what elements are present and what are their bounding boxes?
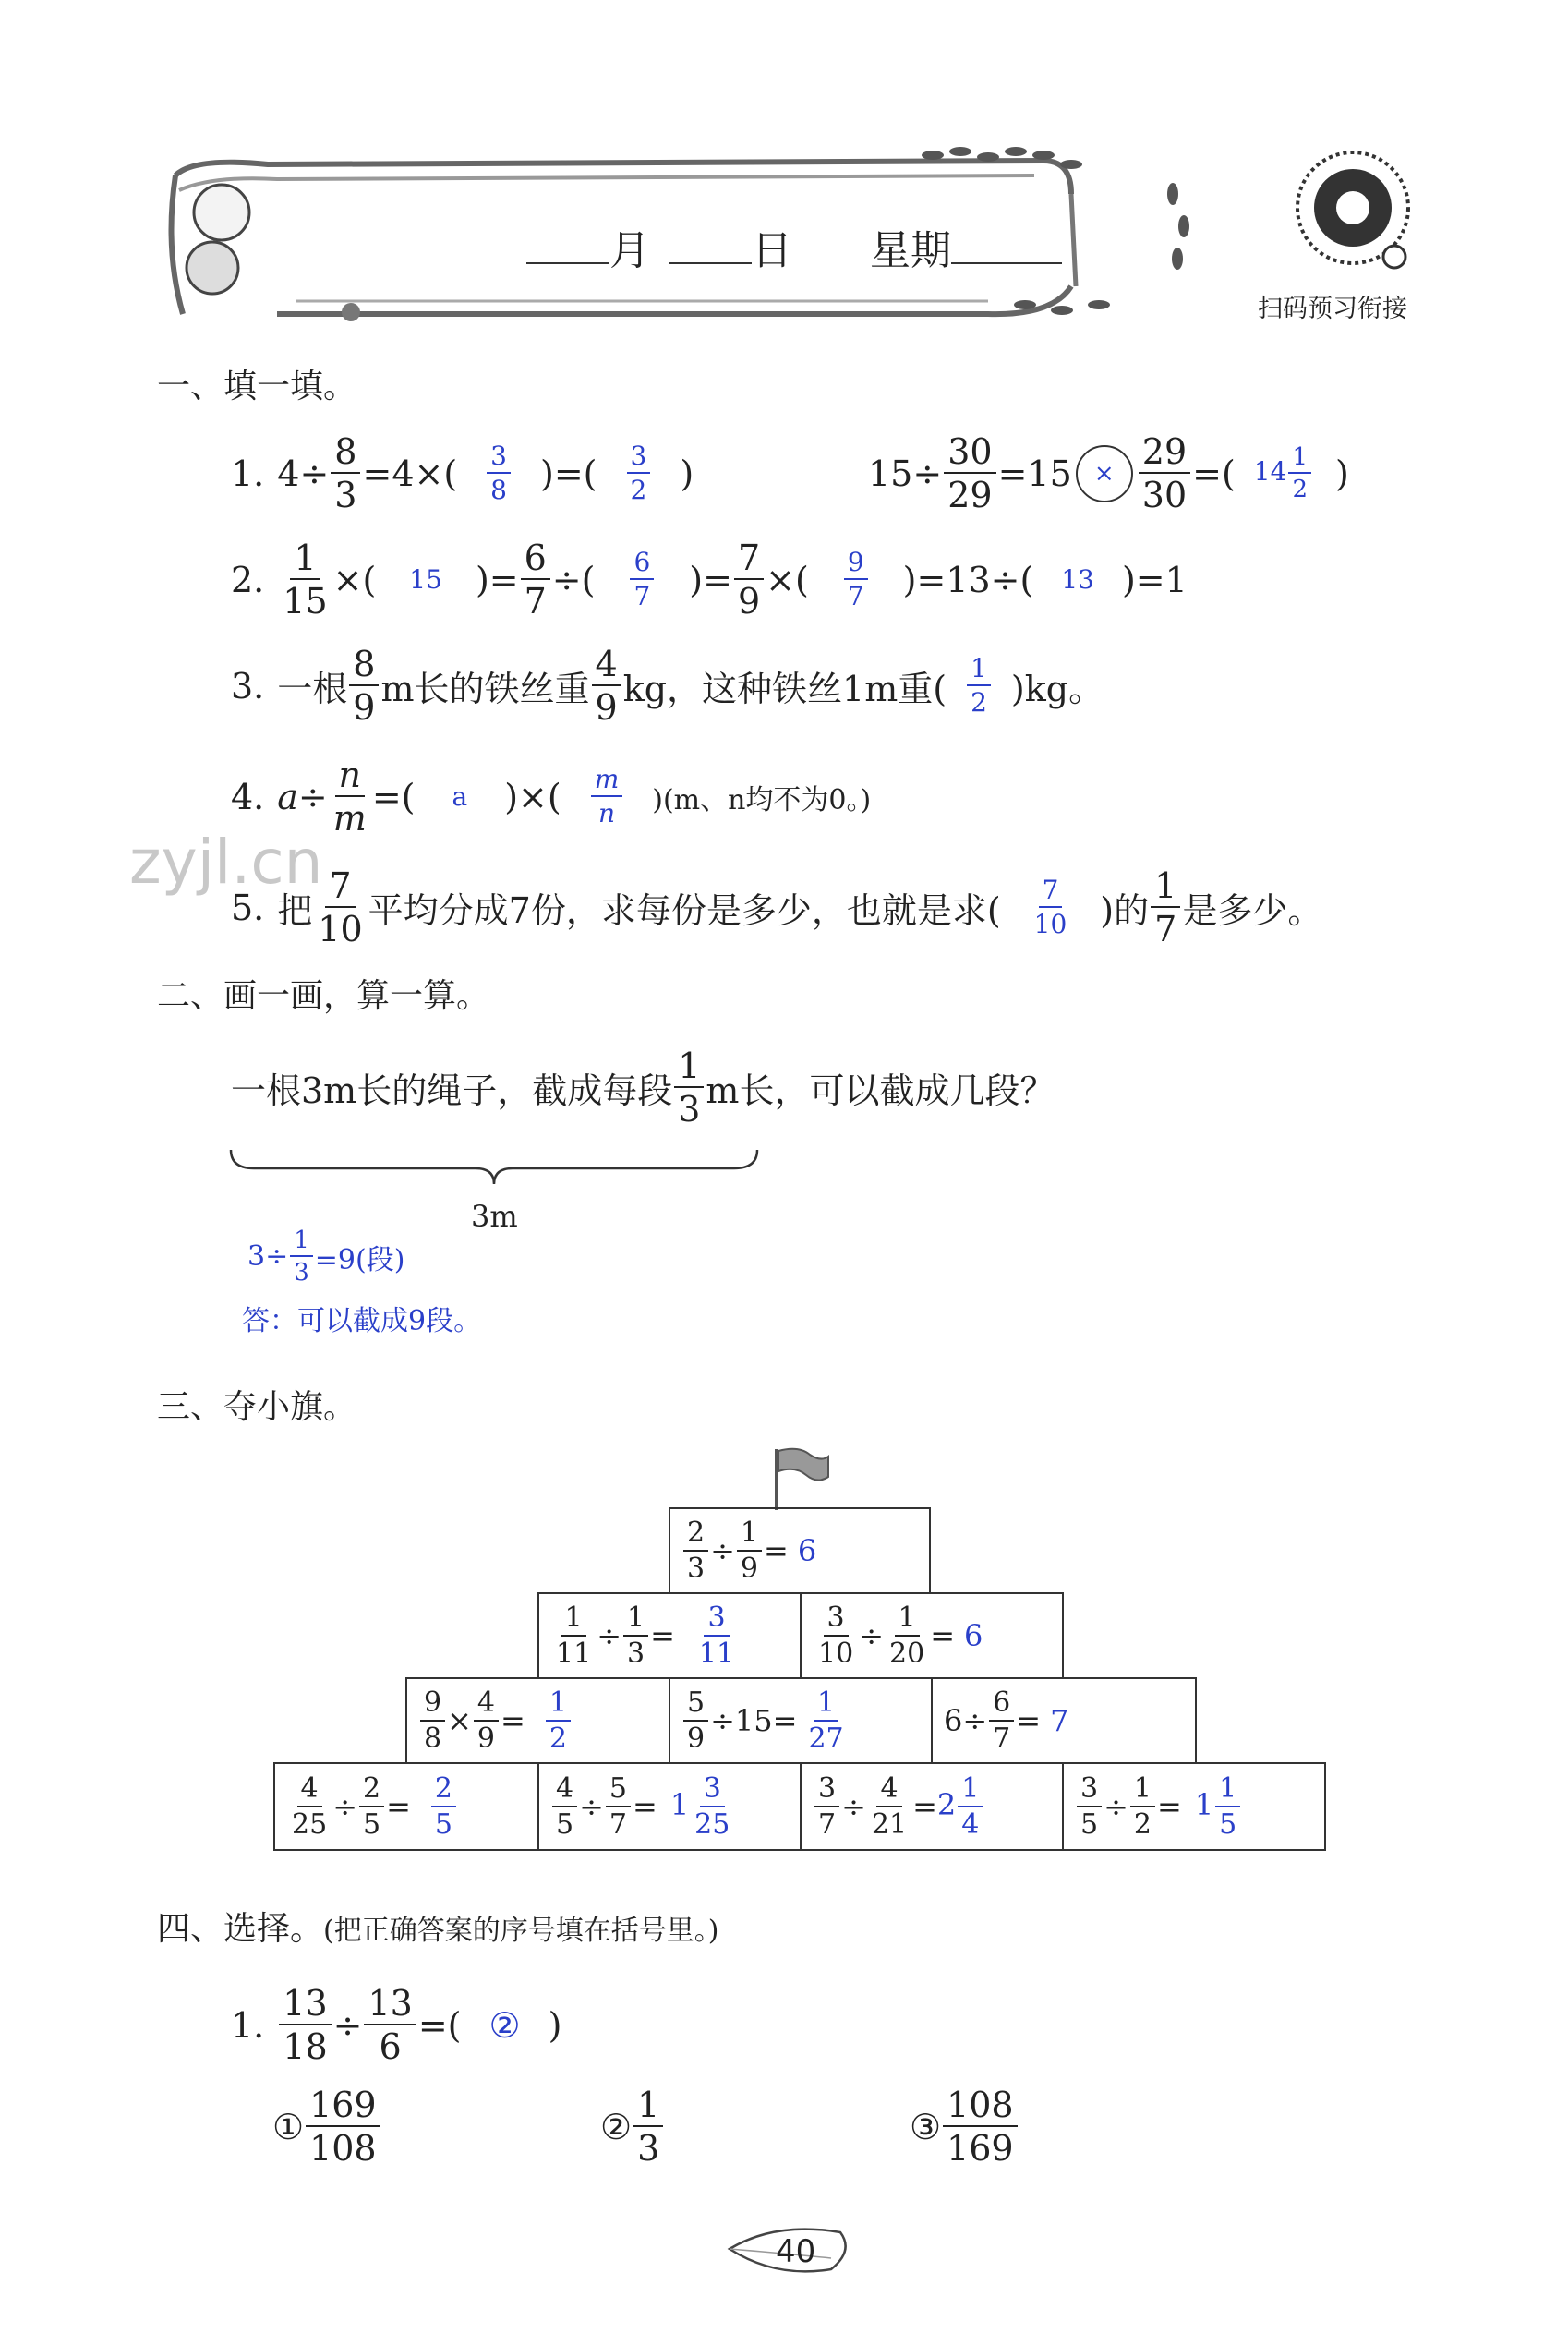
day-label: 日 (752, 227, 792, 274)
pyramid-cell: $\frac{9}{8}$ × $\frac{4}{9}$ = $\frac{1}{2}$ (405, 1677, 670, 1764)
weekday-blank[interactable] (951, 262, 1062, 264)
answer[interactable]: 13 (1061, 564, 1094, 595)
month-label: 月 (609, 227, 650, 274)
answer-mixed[interactable]: 1 $\frac{3}{25}$ (669, 1771, 730, 1841)
watermark: zyjl.cn (129, 827, 323, 898)
day-blank[interactable] (669, 262, 752, 264)
fraction: $\frac{8}{3}$ (331, 434, 360, 513)
question-1-5: 5. 把 $\frac{7}{10}$ 平均分成7份，求每份是多少，也就是求( $\frac{7}{10}$ )的 $\frac{1}{7}$ 是多少。 (231, 865, 1323, 949)
answer[interactable]: 6 (797, 1533, 817, 1568)
pyramid-cell: $\frac{4}{5}$ ÷ $\frac{5}{7}$ = 1 $\frac{3}{25}$ (537, 1762, 802, 1851)
section-1-title: 一、填一填。 (157, 368, 357, 405)
q-label: 1. (231, 453, 265, 494)
answer[interactable]: 7 (1050, 1703, 1069, 1738)
section-2-title: 二、画一画，算一算。 (157, 977, 490, 1015)
header-banner (157, 139, 1210, 332)
answer-fraction[interactable]: $\frac{3}{2}$ (627, 443, 651, 503)
section-4-note: (把正确答案的序号填在括号里。) (323, 1915, 719, 1947)
page-number: 40 (776, 2233, 816, 2270)
answer-mixed[interactable]: 14 $\frac{1}{2}$ (1254, 445, 1313, 502)
qr-code[interactable] (1284, 139, 1422, 277)
pyramid-cell: $\frac{1}{11}$ ÷ $\frac{1}{3}$ = $\frac{3}{11}$ (537, 1592, 802, 1679)
flag-icon (771, 1445, 836, 1510)
qr-caption: 扫码预习衔接 (1258, 295, 1407, 323)
pyramid-cell: $\frac{4}{25}$ ÷ $\frac{2}{5}$ = $\frac{2}{5}$ (273, 1762, 539, 1851)
answer-fraction[interactable]: $\frac{6}{7}$ (630, 550, 654, 610)
section-2-answer[interactable]: 答：可以截成9段。 (242, 1305, 482, 1337)
pyramid-cell: $\frac{3}{5}$ ÷ $\frac{1}{2}$ = 1 $\frac{1}{5}$ (1062, 1762, 1326, 1851)
answer[interactable]: 15 (409, 564, 442, 595)
section-2-calc[interactable]: 3÷ $\frac{1}{3}$ =9(段) (247, 1227, 405, 1287)
option-2[interactable]: ② $\frac{1}{3}$ (600, 2087, 665, 2166)
month-blank[interactable] (526, 262, 609, 264)
section-4-title: 四、选择。(把正确答案的序号填在括号里。) (157, 1910, 719, 1948)
answer-fraction[interactable]: $\frac{3}{8}$ (487, 443, 511, 503)
weekday-label: 星期 (870, 227, 951, 274)
answer-fraction[interactable]: $\frac{1}{27}$ (808, 1686, 844, 1755)
answer-fraction[interactable]: $\frac{9}{7}$ (844, 550, 868, 610)
answer[interactable]: ② (488, 2004, 521, 2046)
operator-circle[interactable]: × (1076, 445, 1133, 502)
answer-mixed[interactable]: 1 $\frac{1}{5}$ (1195, 1775, 1242, 1839)
section-3-title: 三、夺小旗。 (157, 1388, 357, 1426)
question-1-1b: 15÷ $\frac{30}{29}$ =15 × $\frac{29}{30}$ =( 14 $\frac{1}{2}$ ) (868, 431, 1349, 515)
qr-icon (1284, 139, 1422, 277)
question-4-1: 1. $\frac{13}{18}$ ÷ $\frac{13}{6}$ =( ② ) (231, 1983, 562, 2067)
date-line (526, 217, 1062, 276)
question-1-1: 1. 4÷ $\frac{8}{3}$ =4×( $\frac{3}{8}$ )=( $\frac{3}{2}$ ) (231, 431, 694, 515)
answer-fraction[interactable]: $\frac{1}{2}$ (967, 656, 991, 716)
rope-length-label: 3m (471, 1199, 518, 1234)
answer-mixed[interactable]: 2 $\frac{1}{4}$ (937, 1775, 984, 1839)
answer-fraction[interactable]: $\frac{2}{5}$ (431, 1775, 456, 1839)
pyramid-cell: $\frac{2}{3}$ ÷ $\frac{1}{9}$ = 6 (669, 1507, 931, 1594)
option-1[interactable]: ① $\frac{169}{108}$ (272, 2087, 382, 2166)
answer-fraction[interactable]: $\frac{1}{2}$ (546, 1689, 571, 1753)
answer[interactable]: 6 (964, 1618, 983, 1653)
question-1-2: 2. $\frac{1}{15}$ ×( 15 )= $\frac{6}{7}$ ÷( $\frac{6}{7}$ )= $\frac{7}{9}$ ×( $\frac{9}{7}$ )=13÷( 13 )=1 (231, 538, 1188, 622)
pyramid-cell: 6÷ $\frac{6}{7}$ = 7 (931, 1677, 1197, 1764)
answer[interactable]: a (452, 781, 468, 812)
answer-fraction[interactable]: $\frac{m}{n}$ (591, 767, 623, 827)
rope-brace (226, 1145, 762, 1191)
pyramid-cell: $\frac{5}{9}$ ÷15= $\frac{1}{27}$ (669, 1677, 933, 1764)
question-1-4: 4. a÷ $\frac{n}{m}$ =( a )×( $\frac{m}{n}$ )(m、n均不为0。) (231, 755, 872, 839)
pyramid-cell: $\frac{3}{10}$ ÷ $\frac{1}{20}$ = 6 (800, 1592, 1064, 1679)
section-2-problem: 一根3m长的绳子，截成每段 $\frac{1}{3}$ m长，可以截成几段？ (231, 1046, 1055, 1130)
pyramid-cell: $\frac{3}{7}$ ÷ $\frac{4}{21}$ = 2 $\frac{1}{4}$ (800, 1762, 1064, 1851)
answer-fraction[interactable]: $\frac{7}{10}$ (1033, 875, 1067, 939)
answer-fraction[interactable]: $\frac{3}{11}$ (698, 1601, 735, 1670)
question-1-3: 3. 一根 $\frac{8}{9}$ m长的铁丝重 $\frac{4}{9}$ kg，这种铁丝1m重( $\frac{1}{2}$ )kg。 (231, 644, 1104, 728)
option-3[interactable]: ③ $\frac{108}{169}$ (910, 2087, 1019, 2166)
